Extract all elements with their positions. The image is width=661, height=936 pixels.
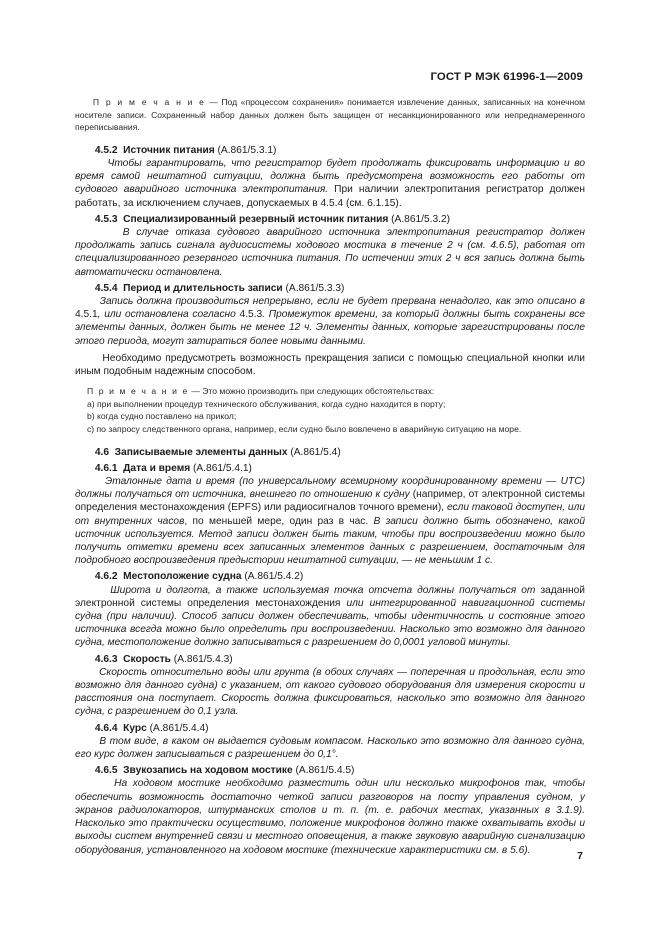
- section-heading-4-6-5: 4.6.5 Звукозапись на ходовом мостике (А.861/5.4.5): [94, 765, 355, 777]
- section-4-6-5-text: На ходовом мостике необходимо разместить один или несколько микрофонов так, чтобы обеспечить возможность достаточно четкой записи разговоров на посту управления судном, у экранов радиолокаторов, штурманских столов и т. п. (т. е. рабочих местах, указанных в 3.1.9). Насколько это практически осуществимо, положение микрофонов должно также охватывать входы и выходы систем внутренней связи и местного оповещения, а также звуковую аварийную сигнализацию оборудования, установленного на ходовом мостике (технические характеристики см. в 5.6).: [75, 778, 585, 856]
- note-item-c: c) по запросу следственного органа, например, если судно было вовлечено в аварийную ситуацию на море.: [86, 424, 522, 435]
- section-heading-4-6-3: 4.6.3 Скорость (А.861/5.4.3): [94, 653, 233, 665]
- section-4-6-3-text: Скорость относительно воды или грунта (в обоих случаях — поперечная и продольная, если это возможно для данного судна) с указанием, от какого судового оборудования для измерения скорости и расстояния она поступает. Скорость должна фиксироваться, насколько это возможно для данного судна, с разрешением до 0,1 узла.: [75, 666, 586, 718]
- section-heading-4-5-3: 4.5.3 Специализированный резервный источник питания (А.861/5.3.2): [94, 213, 451, 225]
- page-body: [75, 96, 585, 857]
- note-item-b: b) когда судно поставлено на прикол;: [86, 411, 237, 422]
- note-circumstances: П р и м е ч а н и е — Это можно производить при следующих обстоятельствах:: [86, 386, 435, 397]
- section-4-6-1-text: Эталонные дата и время (по универсальному всемирному координированному времени — UTC) должны получаться от источника, внешнего по отношению к судну (например, от электронной системы определения местонахождения (EPFS) или радиосигналов точного времени), если таковой доступен, или от внутренних часов, по меньшей мере, один раз в час. В записи должно быть обозначено, какой источник используется. Метод записи должен быть таким, чтобы при воспроизведении можно было получить отметки времени всех записанных элементов данных с разрешением, достаточным для подробного воспроизведения предыстории нештатной ситуации, — не меньшим 1 с.: [75, 476, 585, 567]
- note-item-a: a) при выполнении процедур технического обслуживания, когда судно находится в порту;: [86, 398, 446, 409]
- section-heading-4-5-2: 4.5.2 Источник питания (А.861/5.3.1): [94, 144, 277, 156]
- note-persistence: [75, 96, 585, 134]
- section-4-5-3-text: В случае отказа судового аварийного источника электропитания регистратор должен продолжать запись сигнала аудиосистемы ходового мостика в течение 2 ч (см. 4.6.5), работая от специализированного резервного источника питания. По истечении этих 2 ч вся запись должна быть автоматически остановлена.: [75, 227, 585, 278]
- section-heading-4-6-1: 4.6.1 Дата и время (А.861/5.4.1): [94, 462, 252, 474]
- section-heading-4-6: 4.6 Записываемые элементы данных (А.861/5.4): [94, 446, 341, 458]
- document-header: ГОСТ Р МЭК 61996-1—2009: [430, 71, 583, 83]
- section-4-5-2-text: Чтобы гарантировать, что регистратор будет продолжать фиксировать информацию и во время самой нештатной ситуации, должна быть предусмотрена возможность его работы от судового аварийного источника электропитания. При наличии электропитания регистратор должен работать, за исключением случаев, допускаемых в 4.5.4 (см. 6.1.15).: [75, 157, 585, 209]
- note-text: — Под «процессом сохранения» понимается извлечение данных, записанных на конечном носителе записи. Сохраненный набор данных должен быть защищен от несанкционированного или непреднамеренного переписывания.: [75, 97, 585, 133]
- section-heading-4-6-4: 4.6.4 Курс (А.861/5.4.4): [94, 722, 209, 734]
- section-heading-4-6-2: 4.6.2 Местоположение судна (А.861/5.4.2): [94, 571, 304, 583]
- note-label: П р и м е ч а н и е: [92, 97, 206, 107]
- section-heading-4-5-4: 4.5.4 Период и длительность записи (А.861/5.3.3): [94, 282, 345, 294]
- section-4-5-4-stop-button-text: Необходимо предусмотреть возможность прекращения записи с помощью специальной кнопки или иным подобным надежным способом.: [75, 352, 585, 378]
- page-number: 7: [577, 850, 583, 862]
- section-4-6-4-text: В том виде, в каком он выдается судовым компасом. Насколько это возможно для данного судна, его курс должен записываться с разрешением до 0,1°.: [75, 735, 585, 761]
- section-4-6-2-text: Широта и долгота, а также используемая точка отсчета должны получаться от заданной электронной системы определения местонахождения или интегрированной навигационной системы судна (при наличии). Способ записи должен обеспечивать, чтобы идентичность и состояние этого источника всегда можно было определить при воспроизведении. Насколько это возможно для данного судна, местоположение должно записываться с разрешением до 0,0001 угловой минуты.: [75, 584, 586, 649]
- section-4-5-4-text: Запись должна производиться непрерывно, если не будет прервана ненадолго, как это описано в 4.5.1, или остановлена согласно 4.5.3. Промежуток времени, за который должны быть сохранены все элементы данных, должен быть не менее 12 ч. Элементы данных, которые зарегистрированы после этого периода, могут затираться более новыми данными.: [75, 296, 585, 347]
